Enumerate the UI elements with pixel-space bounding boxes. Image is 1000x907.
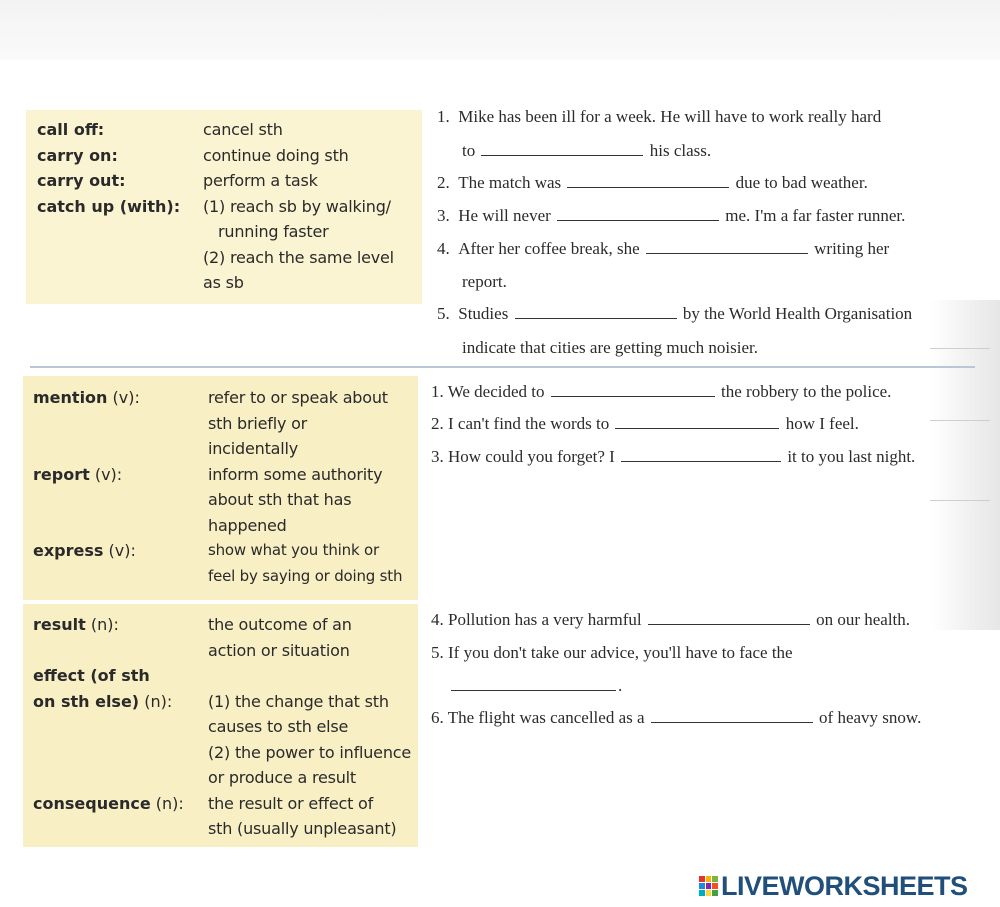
background-ghost-area: [930, 300, 1000, 630]
glossary-definition: show what you think or: [208, 541, 379, 559]
exercise-1-line2: to his class.: [462, 141, 712, 160]
glossary-definition: happened: [208, 516, 287, 535]
exercise-3-5-line2: .: [449, 675, 622, 697]
logo-text: LIVEWORKSHEETS: [721, 870, 968, 901]
exercise-5-line2: indicate that cities are getting much noisier.: [462, 338, 758, 357]
logo-square: [706, 883, 712, 889]
glossary-term: result (n):: [33, 615, 119, 634]
exercise-5: 5. Studies by the World Health Organisation: [437, 304, 913, 323]
answer-blank[interactable]: [515, 305, 677, 319]
logo-square: [712, 883, 718, 889]
glossary-definition: refer to or speak about: [208, 388, 388, 407]
logo-square: [712, 890, 718, 896]
glossary-definition: sth (usually unpleasant): [208, 819, 397, 838]
logo-mark-icon: [699, 876, 718, 896]
answer-blank[interactable]: [648, 611, 810, 625]
glossary-definition: as sb: [203, 273, 244, 292]
logo-square: [699, 890, 705, 896]
glossary-definition: perform a task: [203, 171, 318, 190]
answer-blank[interactable]: [481, 142, 643, 156]
exercise-4-line2: report.: [462, 272, 507, 291]
glossary-term: mention (v):: [33, 388, 140, 407]
section-divider: [30, 366, 975, 368]
answer-blank[interactable]: [451, 677, 616, 691]
glossary-definition: running faster: [218, 222, 329, 241]
answer-blank[interactable]: [567, 174, 729, 188]
exercise-2-3: 3. How could you forget? I it to you last night.: [431, 447, 916, 466]
glossary-definition: (1) reach sb by walking/: [203, 197, 391, 216]
glossary-definition: or produce a result: [208, 768, 357, 787]
glossary-definition: the result or effect of: [208, 794, 374, 813]
glossary-term: consequence (n):: [33, 794, 184, 813]
exercise-1: 1. Mike has been ill for a week. He will have to work really hard: [437, 107, 882, 126]
answer-blank[interactable]: [615, 415, 779, 429]
glossary-definition: cancel sth: [203, 120, 283, 139]
exercise-3-4: 4. Pollution has a very harmful on our health.: [431, 610, 911, 629]
background-page-strip: [0, 0, 1000, 60]
exercise-3-5: 5. If you don't take our advice, you'll have to face the: [431, 643, 793, 662]
logo-square: [706, 876, 712, 882]
exercise-2-1: 1. We decided to the robbery to the police.: [431, 382, 892, 401]
answer-blank[interactable]: [621, 448, 781, 462]
logo-square: [699, 883, 705, 889]
logo-square: [699, 876, 705, 882]
glossary-term: effect (of sth: [33, 666, 150, 685]
glossary-definition: continue doing sth: [203, 146, 349, 165]
answer-blank[interactable]: [551, 383, 715, 397]
glossary-term: catch up (with):: [37, 197, 181, 216]
glossary-definition: incidentally: [208, 439, 299, 458]
glossary-definition: about sth that has: [208, 490, 352, 509]
glossary-definition: causes to sth else: [208, 717, 349, 736]
glossary-definition: (2) the power to influence: [208, 743, 412, 762]
glossary-term: carry on:: [37, 146, 118, 165]
liveworksheets-logo[interactable]: [699, 871, 968, 901]
answer-blank[interactable]: [651, 709, 813, 723]
glossary-definition: inform some authority: [208, 465, 383, 484]
glossary-term: report (v):: [33, 465, 123, 484]
exercise-3: 3. He will never me. I'm a far faster runner.: [437, 206, 906, 225]
glossary-term: call off:: [37, 120, 105, 139]
glossary-definition: (1) the change that sth: [208, 692, 389, 711]
answer-blank[interactable]: [557, 207, 719, 221]
exercise-3-6: 6. The flight was cancelled as a of heavy snow.: [431, 708, 922, 727]
answer-blank[interactable]: [646, 240, 808, 254]
glossary-term: express (v):: [33, 541, 136, 560]
glossary-definition: action or situation: [208, 641, 350, 660]
logo-square: [706, 890, 712, 896]
glossary-term: on sth else) (n):: [33, 692, 173, 711]
exercise-2-2: 2. I can't find the words to how I feel.: [431, 414, 859, 433]
glossary-definition: sth briefly or: [208, 414, 308, 433]
exercise-2: 2. The match was due to bad weather.: [437, 173, 868, 192]
glossary-definition: (2) reach the same level: [203, 248, 394, 267]
glossary-term: carry out:: [37, 171, 126, 190]
logo-square: [712, 876, 718, 882]
exercise-4: 4. After her coffee break, she writing her: [437, 239, 890, 258]
glossary-definition: the outcome of an: [208, 615, 352, 634]
glossary-definition: feel by saying or doing sth: [208, 567, 403, 585]
